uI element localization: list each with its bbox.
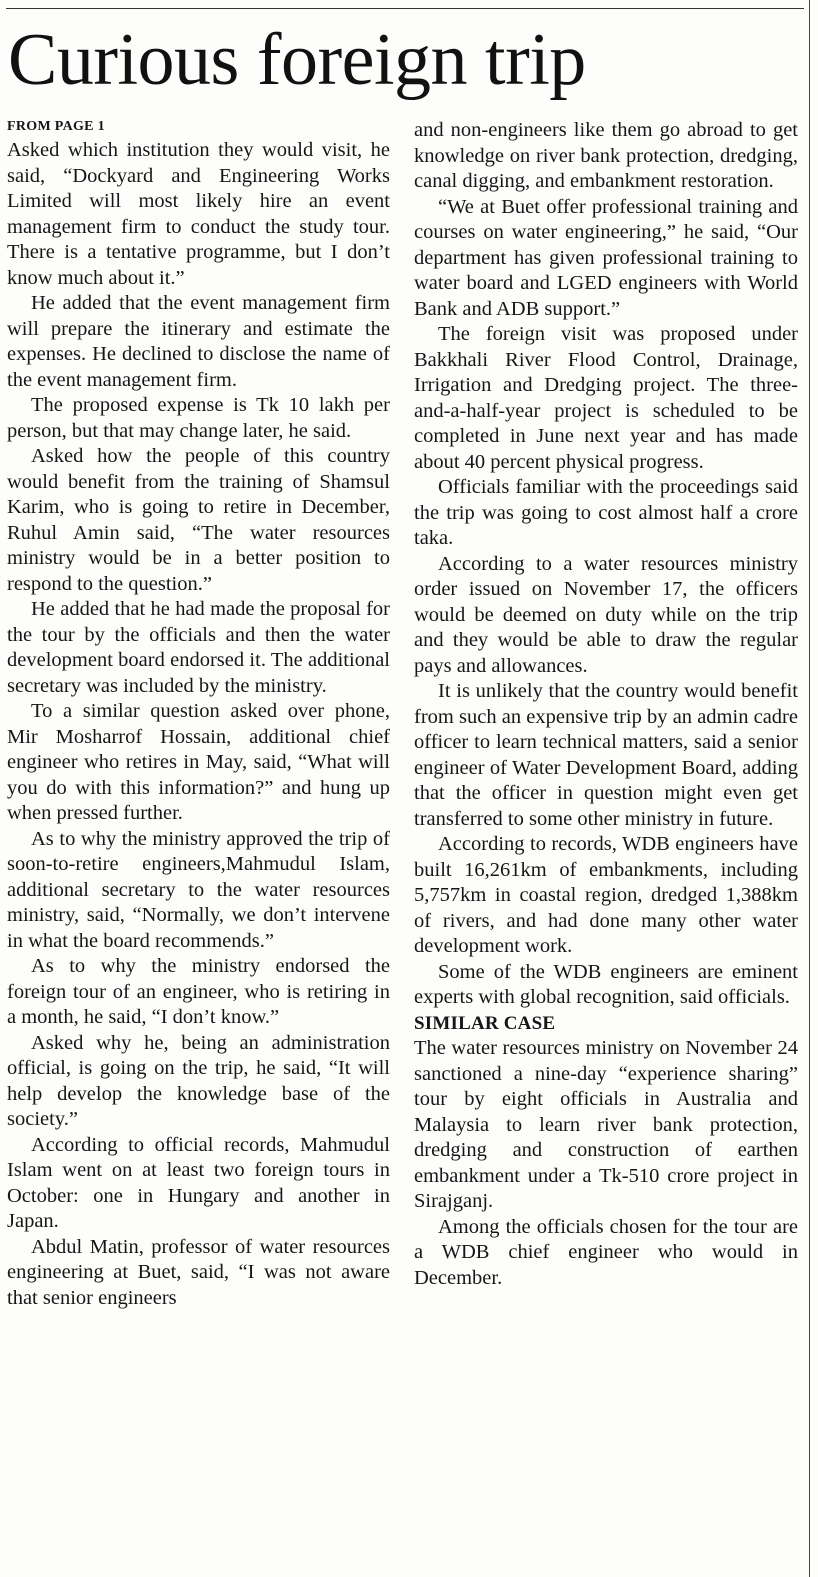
paragraph: The proposed expense is Tk 10 lakh per person, but that may change later, he said. bbox=[7, 394, 390, 442]
column-rule bbox=[809, 0, 810, 1577]
paragraph: Among the officials chosen for the tour are a WDB chief engineer who would in December. bbox=[414, 1215, 798, 1289]
paragraph: Asked which institution they would visit, he said, “Dockyard and Engineering Works Limited will most likely hire an event management firm to conduct the study tour. There is a tentative programme, but I don’t know much about it.” bbox=[7, 139, 390, 289]
paragraph: The water resources ministry on November 24 sanctioned a nine-day “experience sharing” tour by eight officials in Australia and Malaysia to learn river bank protection, dredging and construction of earthen embankment under a Tk-510 crore project in Sirajganj. bbox=[414, 1037, 798, 1212]
paragraph: Asked how the people of this country would benefit from the training of Shamsul Karim, who is going to retire in December, Ruhul Amin said, “The water resources ministry would be in a better position to respond to the question.” bbox=[7, 445, 390, 595]
paragraph: Asked why he, being an administration official, is going on the trip, he said, “It will help develop the knowledge base of the society.” bbox=[7, 1031, 390, 1130]
headline: Curious foreign trip bbox=[8, 19, 586, 101]
paragraph: Some of the WDB engineers are eminent experts with global recognition, said officials. bbox=[414, 960, 798, 1008]
paragraph: According to records, WDB engineers have built 16,261km of embankments, including 5,757km in coastal region, dredged 1,388km of rivers, and had done many other water development work. bbox=[414, 833, 798, 957]
paragraph: and non-engineers like them go abroad to get knowledge on river bank protection, dredging, canal digging, and embankment restoration. bbox=[414, 119, 798, 192]
paragraph: He added that the event management firm will prepare the itinerary and estimate the expenses. He declined to disclose the name of the event management firm. bbox=[7, 292, 390, 391]
kicker: FROM PAGE 1 bbox=[7, 119, 105, 134]
paragraph: As to why the ministry endorsed the foreign tour of an engineer, who is retiring in a month, he said, “I don’t know.” bbox=[7, 955, 390, 1028]
paragraph: As to why the ministry approved the trip of soon-to-retire engineers,Mahmudul Islam, additional secretary to the water resources ministry, said, “Normally, we don’t intervene in what the board recommends.” bbox=[7, 827, 390, 952]
paragraph: Abdul Matin, professor of water resources engineering at Buet, said, “I was not aware that senior engineers bbox=[7, 1235, 390, 1309]
article-column-right bbox=[414, 118, 798, 1291]
top-rule bbox=[6, 8, 804, 9]
paragraph: He added that he had made the proposal for the tour by the officials and then the water development board endorsed it. The additional secretary was included by the ministry. bbox=[7, 598, 390, 697]
paragraph: According to official records, Mahmudul Islam went on at least two foreign tours in October: one in Hungary and another in Japan. bbox=[7, 1133, 390, 1232]
article-column-left bbox=[7, 118, 390, 1311]
paragraph: It is unlikely that the country would benefit from such an expensive trip by an admin cadre officer to learn technical matters, said a senior engineer of Water Development Board, adding that the officer in question might even get transferred to some other ministry in future. bbox=[414, 680, 798, 830]
subhead: SIMILAR CASE bbox=[414, 1012, 556, 1034]
paragraph: The foreign visit was proposed under Bakkhali River Flood Control, Drainage, Irrigation and Dredging project. The three-and-a-half-year project is scheduled to be completed in June next year and has made about 40 percent physical progress. bbox=[414, 323, 798, 473]
paragraph: Officials familiar with the proceedings said the trip was going to cost almost half a crore taka. bbox=[414, 476, 798, 549]
paragraph: “We at Buet offer professional training and courses on water engineering,” he said, “Our department has given professional training to water board and LGED engineers with World Bank and ADB support.” bbox=[414, 195, 798, 320]
paragraph: According to a water resources ministry order issued on November 17, the officers would be deemed on duty while on the trip and they would be able to draw the regular pays and allowances. bbox=[414, 552, 798, 677]
paragraph: To a similar question asked over phone, Mir Mosharrof Hossain, additional chief engineer who retires in May, said, “What will you do with this information?” and hung up when pressed further. bbox=[7, 700, 390, 824]
